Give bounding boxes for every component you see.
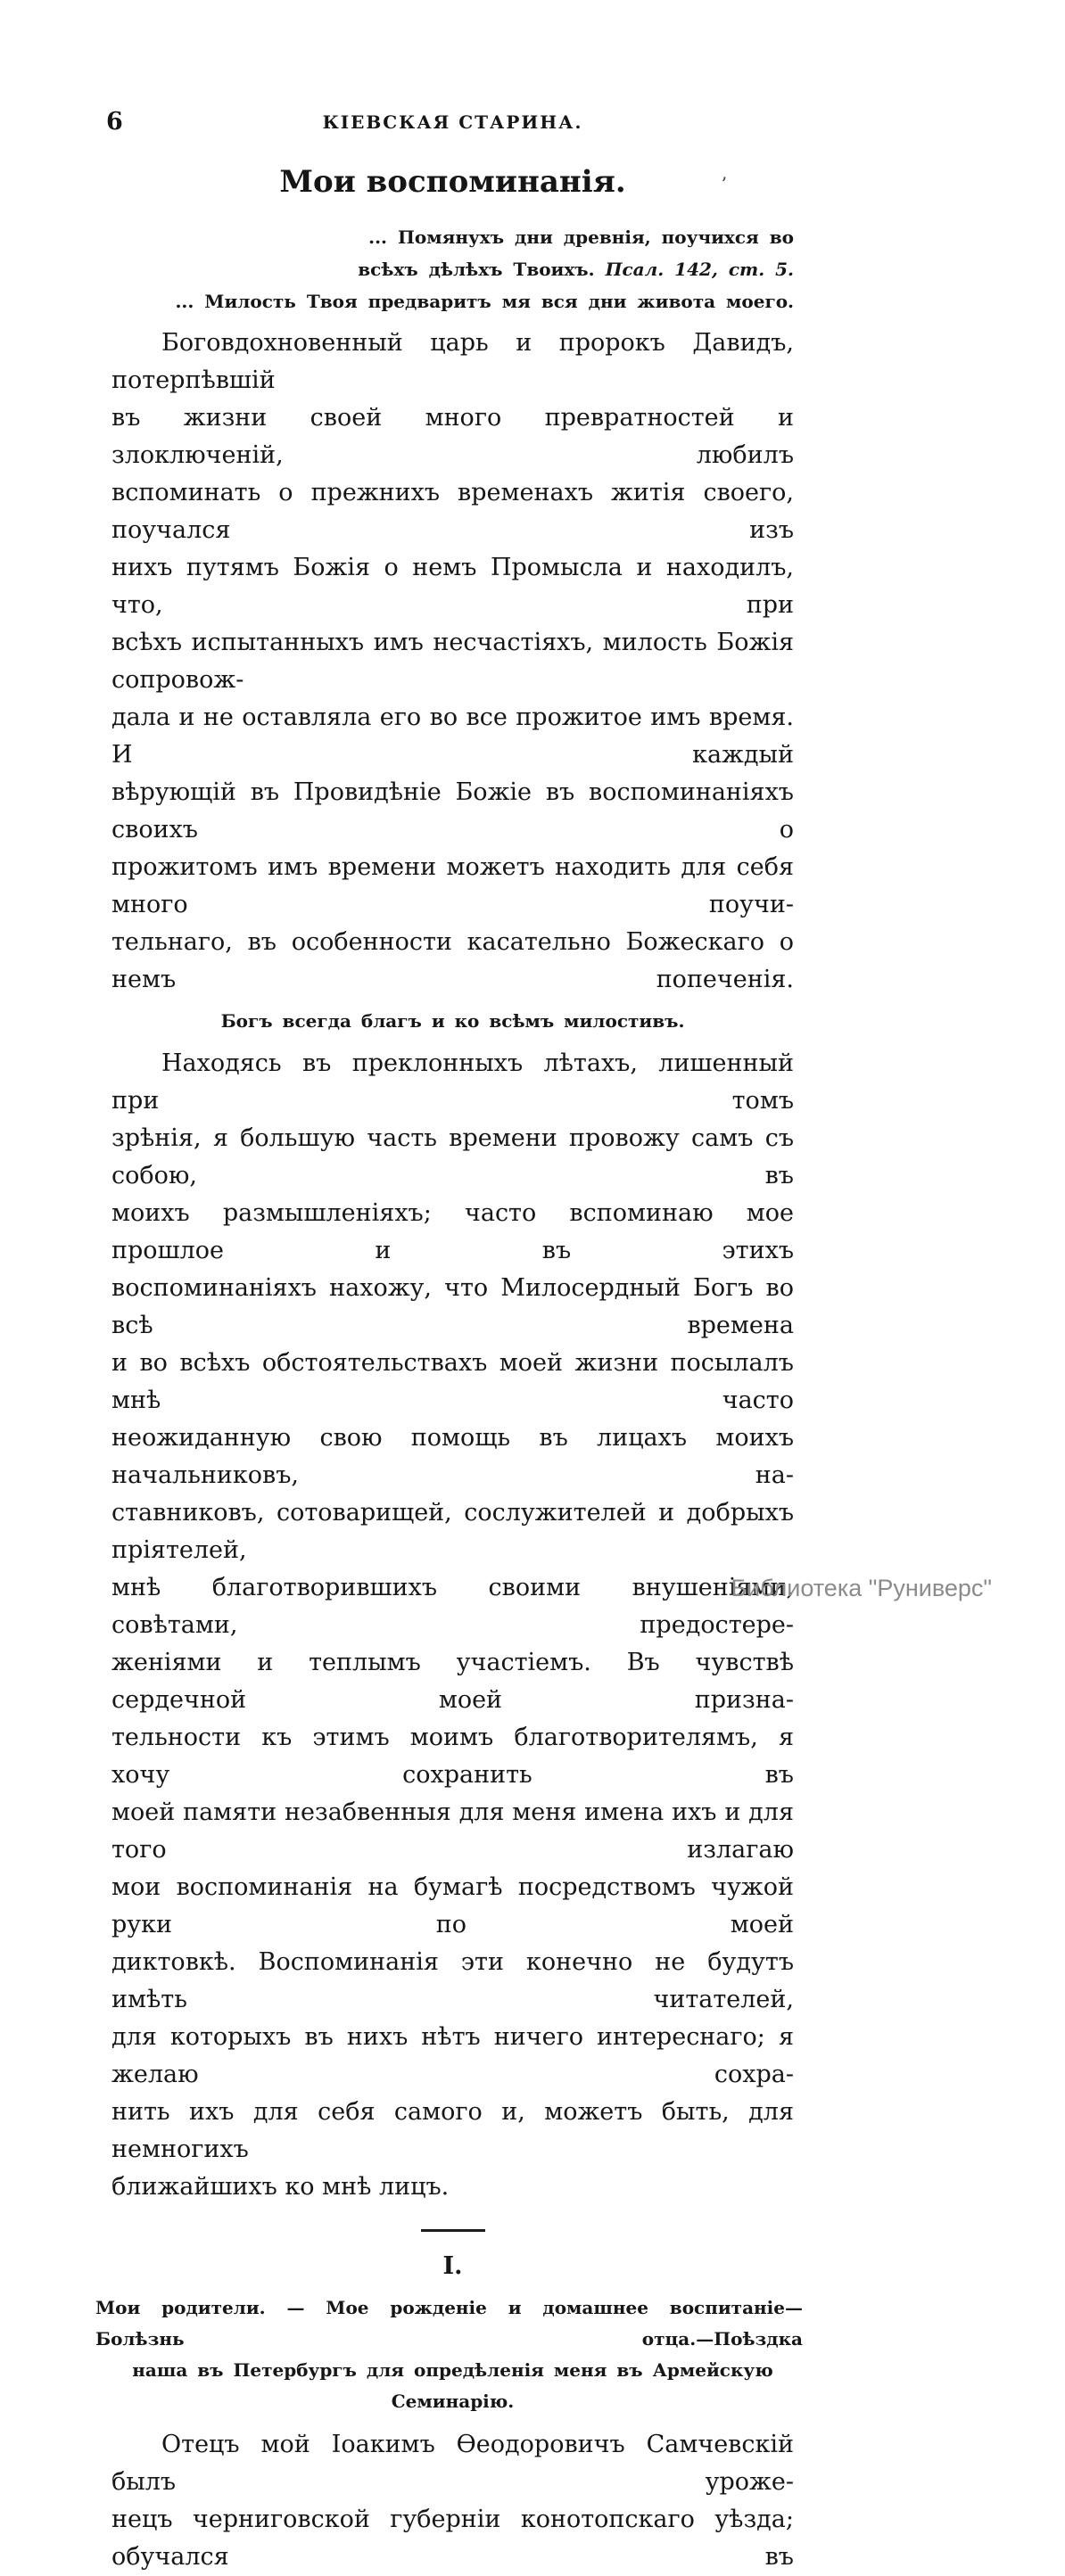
running-title: КІЕВСКАЯ СТАРИНА. bbox=[322, 111, 583, 133]
epigraph-line bbox=[111, 253, 794, 285]
text-line: всѣхъ испытанныхъ имъ несчастіяхъ, милость Божія сопровож- bbox=[111, 629, 794, 694]
section-divider-rule bbox=[421, 2229, 485, 2232]
text-line: вспоминать о прежнихъ временахъ житія своего, поучался изъ bbox=[111, 479, 794, 544]
epigraph-line: ... Милость Твоя предваритъ мя вся дни живота моего. bbox=[175, 291, 794, 312]
text-line: и во всѣхъ обстоятельствахъ моей жизни посылалъ мнѣ часто bbox=[111, 1349, 794, 1414]
text-column bbox=[95, 0, 803, 2576]
text-line: зрѣнія, я большую часть времени провожу самъ съ собою, въ bbox=[111, 1124, 794, 1189]
text-line: моей памяти незабвенныя для меня имена ихъ и для того излагаю bbox=[111, 1798, 794, 1864]
text-line: въ жизни своей много превратностей и злоключеній, любилъ bbox=[111, 404, 794, 469]
text-line: Находясь въ преклонныхъ лѣтахъ, лишенный при томъ bbox=[111, 1049, 794, 1115]
chapter-summary-line: наша въ Петербургъ для опредѣленія меня въ Армейскую Семинарію. bbox=[132, 2359, 773, 2412]
text-line: женіями и теплымъ участіемъ. Въ чувствѣ сердечной моей призна- bbox=[111, 1649, 794, 1714]
chapter-summary bbox=[95, 2292, 803, 2417]
epigraph-line: ... Помянухъ дни древнія, поучихся во bbox=[368, 226, 794, 248]
text-line: вѣрующій въ Провидѣніе Божіе въ воспоминаніяхъ своихъ о bbox=[111, 778, 794, 844]
page-header bbox=[106, 108, 794, 136]
epigraph-text: всѣхъ дѣлѣхъ Твоихъ. bbox=[358, 259, 606, 280]
epigraph-citation: Псал. 142, ст. 5. bbox=[605, 259, 794, 280]
article-title-text: Мои воспоминанія. bbox=[279, 164, 626, 200]
text-line: диктовкѣ. Воспоминанія эти конечно не будутъ имѣть читателей, bbox=[111, 1948, 794, 2013]
text-line: тельнаго, въ особенности касательно Божескаго о немъ попеченія. bbox=[111, 928, 794, 993]
chapter-number: I. bbox=[442, 2252, 463, 2280]
text-line: для которыхъ въ нихъ нѣтъ ничего интереснаго; я желаю сохра- bbox=[111, 2023, 794, 2088]
text-line: прожитомъ имъ времени можетъ находить для себя много поучи- bbox=[111, 853, 794, 918]
text-line: Отецъ мой Іоакимъ Ѳеодоровичъ Самчевскій былъ уроже- bbox=[111, 2431, 794, 2496]
text-line: нить ихъ для себя самого и, можетъ быть, для немногихъ bbox=[111, 2098, 794, 2163]
aphorism-line: Богъ всегда благъ и ко всѣмъ милостивъ. bbox=[220, 1010, 685, 1032]
paragraph-1 bbox=[111, 325, 794, 999]
text-line: моихъ размышленіяхъ; часто вспоминаю мое прошлое и въ этихъ bbox=[111, 1199, 794, 1264]
text-line: мои воспоминанія на бумагѣ посредствомъ чужой руки по моей bbox=[111, 1873, 794, 1938]
article-title bbox=[111, 162, 794, 202]
chapter-summary-line: Мои родители. — Мое рожденіе и домашнее воспитаніе—Болѣзнь отца.—Поѣздка bbox=[95, 2297, 803, 2350]
text-line: ставниковъ, сотоварищей, сослужителей и добрыхъ пріятелей, bbox=[111, 1499, 794, 1564]
text-line: дала и не оставляла его во все прожитое имъ время. И каждый bbox=[111, 704, 794, 769]
text-line: воспоминаніяхъ нахожу, что Милосердный Богъ во всѣ времена bbox=[111, 1274, 794, 1339]
page-number: 6 bbox=[106, 108, 123, 136]
library-watermark: Библиотека "Руниверс" bbox=[731, 1575, 992, 1601]
text-line: тельности къ этимъ моимъ благотворителямъ, я хочу сохранить въ bbox=[111, 1724, 794, 1789]
text-line: мнѣ благотворившихъ своими внушеніями, совѣтами, предостере- bbox=[111, 1574, 794, 1639]
text-line: нецъ черниговской губерніи конотопскаго уѣзда; обучался въ bbox=[111, 2506, 794, 2571]
text-line: Боговдохновенный царь и пророкъ Давидъ, потерпѣвшій bbox=[111, 329, 794, 394]
scan-artifact-mark: ’ bbox=[721, 173, 727, 194]
text-line: неожиданную свою помощь въ лицахъ моихъ начальниковъ, на- bbox=[111, 1424, 794, 1489]
paragraph-2 bbox=[111, 1045, 794, 2206]
paragraph-3 bbox=[111, 2426, 794, 2576]
epigraph bbox=[111, 221, 794, 317]
text-line: нихъ путямъ Божія о немъ Промысла и находилъ, что, при bbox=[111, 554, 794, 619]
text-line: ближайшихъ ко мнѣ лицъ. bbox=[111, 2173, 450, 2201]
